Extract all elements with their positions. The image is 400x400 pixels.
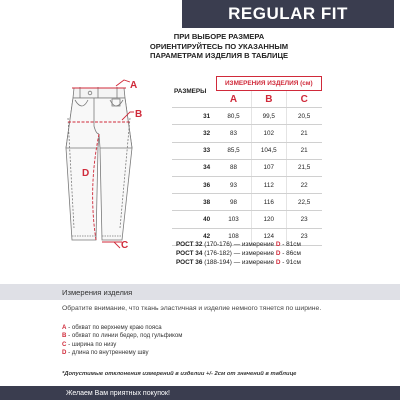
value-a: 103 [216,211,251,228]
height-dash: — измерение [233,241,275,248]
diagram-label-c: C [121,240,129,251]
value-b: 124 [251,228,286,245]
height-letter: D [275,250,281,257]
value-b: 116 [251,194,286,211]
value-b: 107 [251,159,286,176]
intro-line-2: ОРИЕНТИРУЙТЕСЬ ПО УКАЗАННЫМ [149,41,289,51]
value-c: 22,5 [286,194,321,211]
value-a: 108 [216,228,251,245]
value-a: 93 [216,176,251,193]
value-a: 88 [216,159,251,176]
tolerance-note: *Допустимые отклонения измерений в изделии +/- 2см от значений в таблице [62,371,297,377]
value-c: 21,5 [286,159,321,176]
size-cell: 36 [172,176,216,193]
size-cell: 42 [172,228,216,245]
measure-c-pointer [114,242,120,248]
column-c-header: C [286,91,321,108]
diagram-label-b: B [135,109,143,120]
sizes-label: РАЗМЕРЫ [172,77,216,108]
value-c: 21 [286,142,321,159]
intro-line-3: ПАРАМЕТРАМ ИЗДЕЛИЯ В ТАБЛИЦЕ [149,51,289,60]
section-title-bar [0,284,400,300]
height-dash: — измерение [233,250,275,257]
height-value: - 86см [282,250,301,257]
value-a: 98 [216,194,251,211]
height-value: - 91см [282,259,301,266]
fit-badge: REGULAR FIT [182,0,394,28]
section-title: Измерения изделия [62,287,133,297]
legend-letter: C [62,340,67,348]
legend-letter: D [62,349,67,357]
size-cell: 34 [172,159,216,176]
height-row [176,249,301,258]
value-c: 22 [286,176,321,193]
value-a: 83 [216,125,251,142]
value-b: 104,5 [251,142,286,159]
size-cell: 40 [172,211,216,228]
legend-text: - ширина по низу [68,340,117,348]
legend-letter: B [62,332,67,340]
height-dash: — измерение [233,259,275,266]
table-row [172,159,322,176]
column-a-header: A [216,91,251,108]
intro-text [122,32,316,61]
legend-item [62,324,182,332]
table-row [172,194,322,211]
value-c: 23 [286,228,321,245]
table-row [172,108,322,125]
diagram-label-d: D [82,168,90,179]
height-range: (188-194) [204,259,232,266]
measure-a-pointer [116,80,130,86]
value-a: 85,5 [216,142,251,159]
height-letter: D [275,259,281,266]
table-row [172,125,322,142]
intro-line-1: ПРИ ВЫБОРЕ РАЗМЕРА [173,32,265,41]
height-row [176,258,301,267]
height-value: - 81см [282,241,301,248]
value-b: 99,5 [251,108,286,125]
height-range: (176-182) [204,250,232,257]
value-c: 23 [286,211,321,228]
value-b: 120 [251,211,286,228]
crotch [66,98,132,148]
legend-text: - обхват по верхнему краю пояса [68,324,162,331]
value-a: 80,5 [216,108,251,125]
height-label: РОСТ 34 [176,250,203,257]
diagram-label-a: A [130,80,138,91]
size-cell: 33 [172,142,216,159]
jeans-diagram [52,78,157,253]
footer-text: Желаем Вам приятных покупок! [66,389,170,397]
size-cell: 31 [172,108,216,125]
size-table [172,76,322,246]
legend-text: - обхват по линии бедер, под гульфиком [68,332,183,340]
measurement-legend [62,324,182,358]
height-label: РОСТ 32 [176,241,203,248]
height-label: РОСТ 36 [176,259,203,266]
size-cell: 32 [172,125,216,142]
height-list [176,240,301,267]
legend-item [62,341,182,349]
measurements-label: ИЗМЕРЕНИЯ ИЗДЕЛИЯ (см) [216,77,321,91]
value-b: 112 [251,176,286,193]
table-row [172,142,322,159]
column-b-header: B [251,91,286,108]
legend-item [62,332,182,340]
legend-text: - длина по внутреннему шву [68,349,149,357]
value-c: 20,5 [286,108,321,125]
legend-item [62,349,182,357]
height-row [176,240,301,249]
fabric-note: Обратите внимание, что ткань эластичная и изделие немного тянется по ширине. [62,305,322,312]
value-b: 102 [251,125,286,142]
table-header-row [172,77,322,91]
height-letter: D [275,241,281,248]
value-c: 21 [286,125,321,142]
footer-bar [0,386,400,400]
table-row [172,176,322,193]
height-range: (170-176) [204,241,232,248]
size-cell: 38 [172,194,216,211]
legend-letter: A [62,324,67,331]
table-row [172,211,322,228]
